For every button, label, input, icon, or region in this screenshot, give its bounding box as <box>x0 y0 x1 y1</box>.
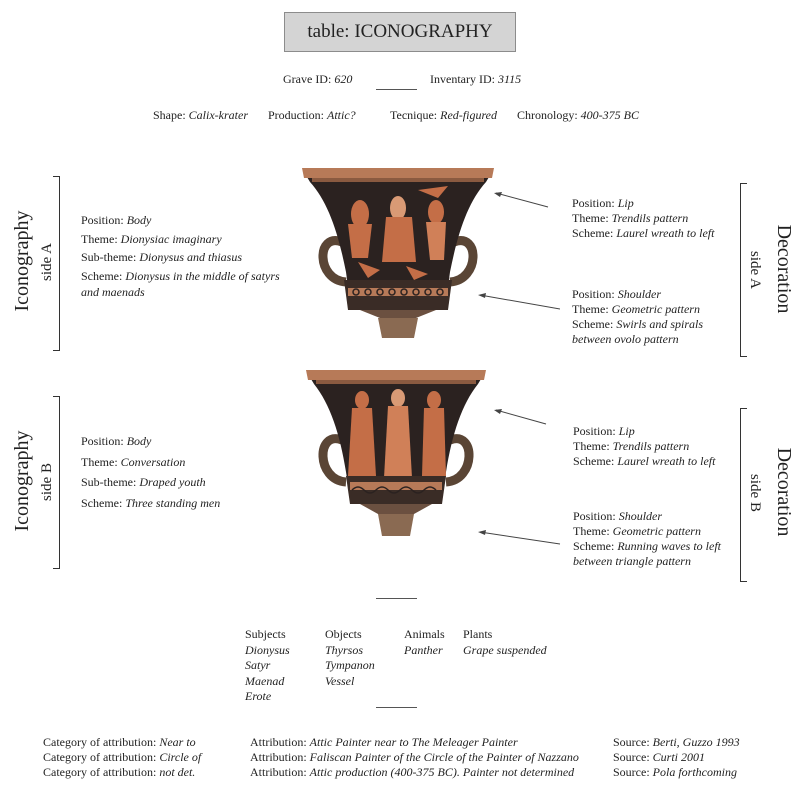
vase-a-image <box>298 162 498 342</box>
iconography-title-b: Iconography <box>11 430 33 532</box>
production-info: Production: Attic? <box>268 108 356 122</box>
grave-id: Grave ID: 620 <box>283 72 353 86</box>
bracket-tick <box>53 350 60 351</box>
bracket-b-right <box>740 408 741 582</box>
iconography-a-position: Position: Body <box>81 213 152 227</box>
decoration-b-shoulder: Position: Shoulder Theme: Geometric pattern Scheme: Running waves to left between triangle pattern <box>573 509 721 568</box>
iconography-side-a: side A <box>39 243 55 281</box>
arrows-b <box>470 400 570 550</box>
animals-list <box>404 627 445 658</box>
iconography-b-position: Position: Body <box>81 434 152 448</box>
bracket-tick <box>740 408 747 409</box>
attribution-column <box>250 735 579 780</box>
category-row: Category of attribution: Near to <box>43 735 196 749</box>
list-item: Vessel <box>325 673 355 688</box>
divider <box>376 707 417 708</box>
decoration-side-b: side B <box>747 474 763 512</box>
subjects-header: Subjects <box>245 627 286 641</box>
iconography-b-block <box>81 431 220 513</box>
plants-header: Plants <box>463 627 493 641</box>
page-title: table: ICONOGRAPHY <box>284 12 516 52</box>
bracket-tick <box>740 581 747 582</box>
decoration-title-a: Decoration <box>773 224 795 314</box>
iconography-side-b: side B <box>39 463 55 501</box>
objects-list <box>325 627 375 689</box>
list-item: Dionysus <box>245 642 290 657</box>
list-item: Thyrsos <box>325 642 364 657</box>
vase-b-image <box>302 364 490 540</box>
iconography-a-theme: Theme: Dionysiac imaginary <box>81 231 222 246</box>
decoration-a-shoulder: Position: Shoulder Theme: Geometric pattern Scheme: Swirls and spirals between ovolo pattern <box>572 287 704 346</box>
iconography-b-theme: Theme: Conversation <box>81 454 186 469</box>
iconography-b-scheme: Scheme: Three standing men <box>81 495 221 510</box>
list-item: Tympanon <box>325 658 375 672</box>
arrows-a <box>470 185 560 315</box>
source-row: Source: Curti 2001 <box>613 750 705 764</box>
animals-header: Animals <box>404 627 445 641</box>
objects-header: Objects <box>325 627 362 641</box>
source-column <box>613 735 740 780</box>
attribution-row: Attribution: Attic Painter near to The Meleager Painter <box>250 735 518 749</box>
bracket-tick <box>740 356 747 357</box>
bracket-tick <box>53 176 60 177</box>
bracket-tick <box>53 396 60 397</box>
decoration-side-a: side A <box>747 251 763 289</box>
list-item: Maenad <box>245 673 285 688</box>
divider <box>376 89 417 90</box>
list-item: Satyr <box>245 658 271 672</box>
bracket-a-left <box>59 176 60 351</box>
divider <box>376 598 417 599</box>
source-row: Source: Pola forthcoming <box>613 765 737 779</box>
list-item: Grape suspended <box>463 642 547 657</box>
decoration-title-b: Decoration <box>773 447 795 537</box>
bracket-tick <box>53 568 60 569</box>
category-column <box>43 735 201 780</box>
subjects-list <box>245 627 290 705</box>
iconography-a-scheme-cont: and maenads <box>81 284 145 299</box>
decoration-b-lip: Position: Lip Theme: Trendils pattern Scheme: Laurel wreath to left <box>573 424 716 468</box>
chronology-info: Chronology: 400-375 BC <box>517 108 640 122</box>
iconography-b-subtheme: Sub-theme: Draped youth <box>81 475 206 489</box>
list-item: Erote <box>245 689 272 703</box>
list-item: Panther <box>404 642 443 657</box>
iconography-a-subtheme: Sub-theme: Dionysus and thiasus <box>81 250 243 264</box>
iconography-a-block <box>81 211 280 300</box>
technique-info: Tecnique: Red-figured <box>390 108 498 122</box>
source-row: Source: Berti, Guzzo 1993 <box>613 735 740 749</box>
attribution-row: Attribution: Attic production (400-375 BC). Painter not determined <box>250 765 575 779</box>
iconography-title-a: Iconography <box>11 210 33 312</box>
plants-list <box>463 627 547 658</box>
inventory-id: Inventary ID: 3115 <box>430 72 522 86</box>
shape-info: Shape: Calix-krater <box>153 108 248 122</box>
category-row: Category of attribution: not det. <box>43 765 196 779</box>
bracket-b-left <box>59 396 60 569</box>
bracket-tick <box>740 183 747 184</box>
iconography-a-scheme: Scheme: Dionysus in the middle of satyrs <box>81 268 280 283</box>
category-row: Category of attribution: Circle of <box>43 750 202 764</box>
decoration-a-lip: Position: Lip Theme: Trendils pattern Scheme: Laurel wreath to left <box>572 196 715 240</box>
bracket-a-right <box>740 183 741 357</box>
attribution-row: Attribution: Faliscan Painter of the Circle of the Painter of Nazzano <box>250 750 579 764</box>
